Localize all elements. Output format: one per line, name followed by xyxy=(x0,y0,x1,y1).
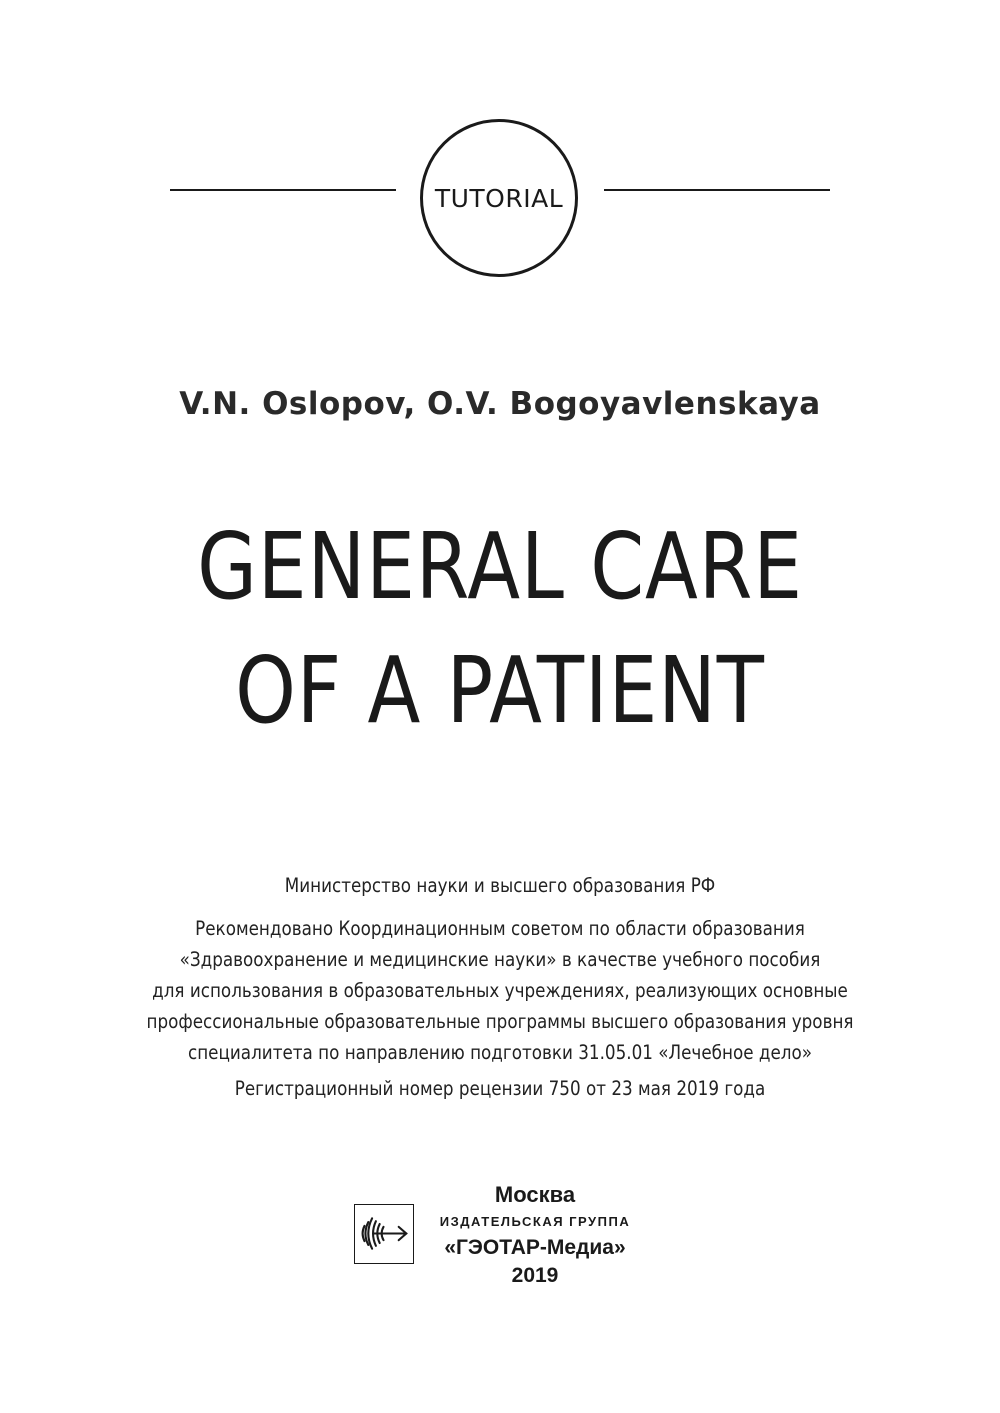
publisher-name: «ГЭОТАР-Медиа» xyxy=(444,1236,626,1259)
tutorial-badge-label: TUTORIAL xyxy=(434,183,564,213)
publication-year: 2019 xyxy=(511,1264,559,1287)
tutorial-badge xyxy=(420,119,578,277)
book-title-line-2: OF A PATIENT xyxy=(235,637,765,744)
publisher-city: Москва xyxy=(494,1182,576,1207)
registration-line: Регистрационный номер рецензии 750 от 23 мая 2019 года xyxy=(234,1077,766,1100)
publisher-group: ИЗДАТЕЛЬСКАЯ ГРУППА xyxy=(439,1214,631,1229)
book-authors: V.N. Oslopov, O.V. Bogoyavlenskaya xyxy=(179,386,821,422)
recommendation-text xyxy=(70,913,930,1068)
recommendation-line-4: профессиональные образовательные программы высшего образования уровня xyxy=(146,1010,854,1033)
book-title-line-1: GENERAL CARE xyxy=(197,513,803,620)
geotar-logo-icon xyxy=(354,1204,414,1264)
recommendation-line-1: Рекомендовано Координационным советом по области образования xyxy=(195,917,805,940)
publisher-block xyxy=(354,1180,654,1290)
book-title xyxy=(80,505,920,753)
publisher-text xyxy=(420,1180,650,1290)
header-rule-left xyxy=(170,189,396,191)
recommendation-line-3: для использования в образовательных учреждениях, реализующих основные xyxy=(152,979,848,1002)
recommendation-line-2: «Здравоохранение и медицинские науки» в качестве учебного пособия xyxy=(179,948,821,971)
recommendation-line-5: специалитета по направлению подготовки 31.05.01 «Лечебное дело» xyxy=(187,1041,813,1064)
ministry-line: Министерство науки и высшего образования РФ xyxy=(284,874,716,897)
header-rule-right xyxy=(604,189,830,191)
